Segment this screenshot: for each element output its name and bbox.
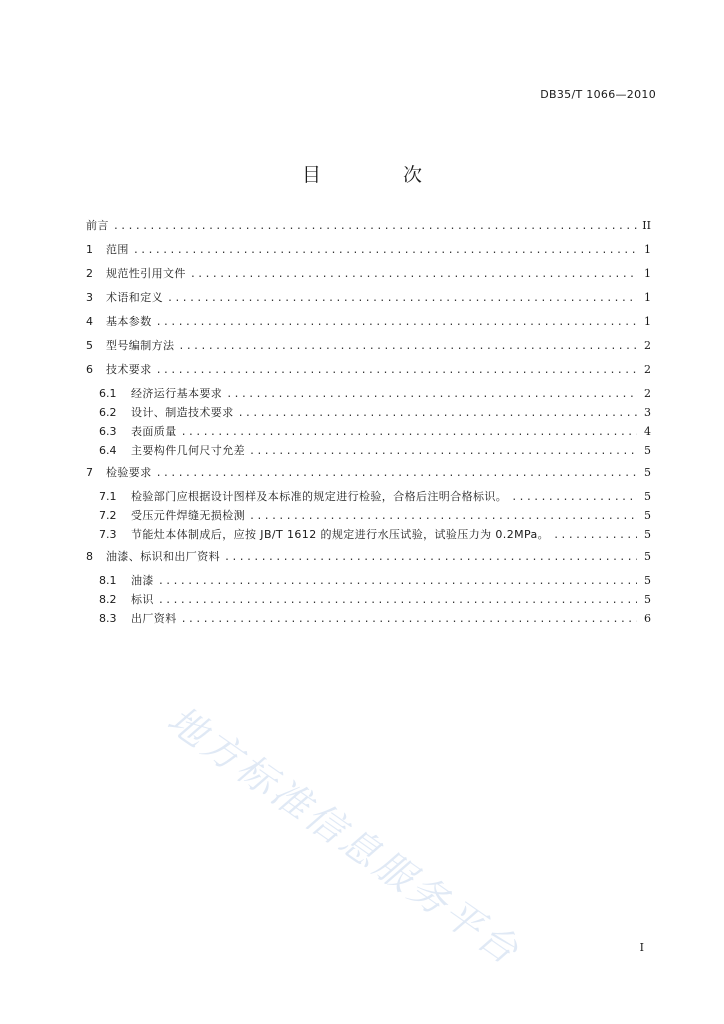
toc-number: 8 [86,550,93,563]
dot-leader [158,576,637,587]
toc-entry[interactable] [86,361,651,385]
toc-page-number: 4 [644,425,651,438]
toc-subentry[interactable] [86,507,651,526]
toc-label: 受压元件焊缝无损检测 [131,509,245,522]
dot-leader [156,365,637,376]
toc-number: 6.3 [99,425,117,438]
toc-subentry[interactable] [86,591,651,610]
toc-subentry[interactable] [86,423,651,442]
toc-entry[interactable] [86,313,651,337]
toc-page-number: 5 [644,509,651,522]
toc-page-number: 2 [644,363,651,376]
dot-leader [224,552,637,563]
toc-number: 8.2 [99,593,117,606]
toc-page-number: 1 [644,291,651,304]
toc-label: 节能灶本体制成后，应按 JB/T 1612 的规定进行水压试验，试验压力为 0.2MPa。 [131,528,550,541]
dot-leader [181,614,637,625]
toc-label: 型号编制方法 [106,339,175,352]
dot-leader [167,293,637,304]
toc-subentry[interactable] [86,526,651,545]
dot-leader [238,408,637,419]
toc-label: 主要构件几何尺寸允差 [131,444,245,457]
toc-label: 检验部门应根据设计图样及本标准的规定进行检验，合格后注明合格标识。 [131,490,508,503]
toc-page-number: II [642,219,651,232]
toc-label: 油漆、标识和出厂资料 [106,550,220,563]
toc-page-number: 2 [644,339,651,352]
toc-page-number: 1 [644,243,651,256]
toc-label: 基本参数 [106,315,152,328]
dot-leader [249,446,637,457]
toc-label: 标识 [131,593,154,606]
dot-leader [511,492,637,503]
toc-number: 8.3 [99,612,117,625]
dot-leader [226,389,637,400]
toc-label: 表面质量 [131,425,177,438]
toc-label: 前言 [86,219,109,232]
toc-entry[interactable] [86,337,651,361]
standard-code: DB35/T 1066—2010 [540,88,656,101]
toc-label: 范围 [106,243,129,256]
toc-entry[interactable] [86,265,651,289]
toc-label: 检验要求 [106,466,152,479]
toc-subentry[interactable] [86,442,651,461]
toc-number: 7.1 [99,490,117,503]
toc-number: 3 [86,291,93,304]
toc-number: 6.2 [99,406,117,419]
table-of-contents [86,217,651,629]
toc-label: 技术要求 [106,363,152,376]
toc-label: 术语和定义 [106,291,163,304]
toc-page-number: 5 [644,550,651,563]
toc-entry[interactable] [86,289,651,313]
toc-label: 设计、制造技术要求 [131,406,234,419]
toc-entry[interactable] [86,548,651,572]
toc-page-number: 5 [644,444,651,457]
toc-number: 2 [86,267,93,280]
toc-entry[interactable] [86,464,651,488]
toc-number: 5 [86,339,93,352]
toc-page-number: 5 [644,574,651,587]
toc-entry[interactable] [86,217,651,241]
toc-entry[interactable] [86,241,651,265]
dot-leader [249,511,637,522]
toc-number: 4 [86,315,93,328]
toc-page-number: 1 [644,315,651,328]
page-number: I [639,941,644,954]
dot-leader [178,341,637,352]
toc-page-number: 2 [644,387,651,400]
watermark: 地方标准信息服务平台 [159,697,529,975]
dot-leader [158,595,637,606]
toc-number: 7 [86,466,93,479]
toc-subentry[interactable] [86,404,651,423]
toc-subentry[interactable] [86,488,651,507]
toc-label: 规范性引用文件 [106,267,186,280]
toc-subentry[interactable] [86,572,651,591]
toc-number: 6.4 [99,444,117,457]
toc-page-number: 1 [644,267,651,280]
dot-leader [181,427,637,438]
toc-subentry[interactable] [86,610,651,629]
toc-number: 6.1 [99,387,117,400]
dot-leader [113,221,637,232]
page-title: 目 次 [301,164,461,186]
toc-number: 8.1 [99,574,117,587]
dot-leader [156,317,637,328]
toc-number: 7.3 [99,528,117,541]
toc-page-number: 5 [644,593,651,606]
toc-number: 7.2 [99,509,117,522]
toc-label: 出厂资料 [131,612,177,625]
dot-leader [133,245,637,256]
dot-leader [156,468,637,479]
toc-page-number: 5 [644,528,651,541]
dot-leader [553,530,637,541]
toc-page-number: 3 [644,406,651,419]
toc-number: 6 [86,363,93,376]
toc-page-number: 5 [644,490,651,503]
toc-subentry[interactable] [86,385,651,404]
toc-page-number: 6 [644,612,651,625]
toc-page-number: 5 [644,466,651,479]
toc-label: 经济运行基本要求 [131,387,223,400]
toc-label: 油漆 [131,574,154,587]
dot-leader [190,269,637,280]
toc-number: 1 [86,243,93,256]
